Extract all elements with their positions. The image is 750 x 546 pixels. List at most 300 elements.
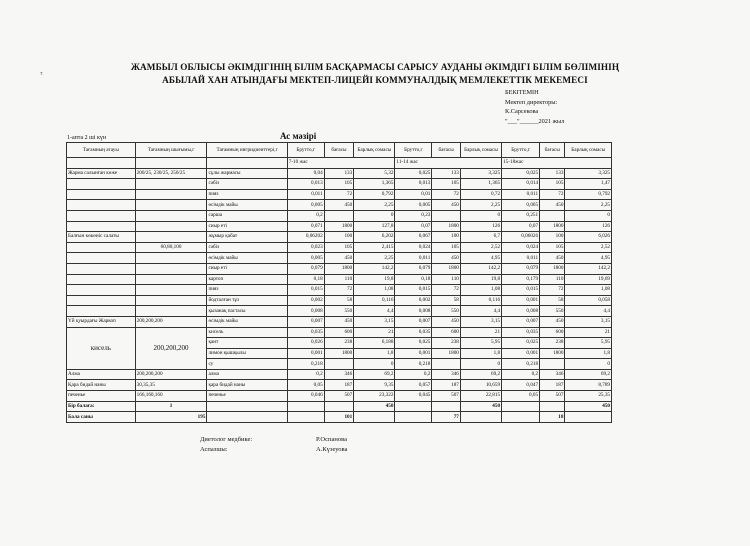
value-cell: 0,058 — [565, 295, 612, 306]
age-group-2: 11-14 жас — [395, 158, 502, 169]
value-cell: 0,013 — [395, 179, 432, 190]
value-cell: 0,035 — [502, 327, 540, 338]
value-cell: 0,026 — [287, 338, 324, 349]
table-row — [67, 221, 612, 232]
value-cell: 1,47 — [565, 179, 612, 190]
empty-cell — [354, 412, 395, 423]
value-cell: 1,365 — [460, 179, 501, 190]
empty-cell — [460, 412, 501, 423]
value-cell: 0,116 — [354, 295, 395, 306]
value-cell: 0,72 — [460, 189, 501, 200]
value-cell: 142,2 — [565, 263, 612, 274]
weight-cell: 166,160,160 — [135, 391, 207, 402]
value-cell: 346 — [540, 369, 565, 380]
value-cell: 105 — [432, 242, 461, 253]
value-cell: 25,35 — [565, 391, 612, 402]
value-cell: 1,8 — [354, 348, 395, 359]
empty-cell — [287, 401, 324, 412]
value-cell: 8,789 — [565, 380, 612, 391]
table-row — [67, 295, 612, 306]
value-cell: 100 — [324, 232, 354, 243]
value-cell: 6,188 — [354, 338, 395, 349]
weight-cell — [135, 295, 207, 306]
value-cell: 19,8 — [354, 274, 395, 285]
dish-cell: Алма — [67, 369, 136, 380]
empty-cell — [502, 401, 540, 412]
value-cell: 0,18 — [287, 274, 324, 285]
value-cell: 21 — [354, 327, 395, 338]
value-cell: 600 — [324, 327, 354, 338]
value-cell: 0,2 — [287, 369, 324, 380]
value-cell: 142,2 — [354, 263, 395, 274]
menu-title: Ас мәзірі — [280, 131, 317, 141]
weight-cell: 200,200,200 — [135, 369, 207, 380]
value-cell — [324, 359, 354, 370]
value-cell: 0,071 — [287, 221, 324, 232]
dish-cell — [67, 179, 136, 190]
value-cell: 0,005 — [395, 200, 432, 211]
value-cell: 2,415 — [354, 242, 395, 253]
value-cell: 2,52 — [565, 242, 612, 253]
weight-cell — [135, 189, 207, 200]
value-cell: 105 — [432, 179, 461, 190]
ingredient-cell: сұлы жармасы — [207, 168, 287, 179]
value-cell: 6,202 — [354, 232, 395, 243]
value-cell: 0,024 — [395, 242, 432, 253]
nutritionist-label: Диетолог медбике: — [200, 436, 253, 443]
ingredient-cell: картоп — [207, 274, 287, 285]
value-cell: 0,179 — [502, 274, 540, 285]
table-row — [67, 232, 612, 243]
ingredient-cell: қант — [207, 338, 287, 349]
table-row — [67, 210, 612, 221]
children-label: Бала саны — [67, 412, 136, 423]
value-cell: 0,005 — [287, 253, 324, 264]
value-cell: 0,04 — [287, 168, 324, 179]
value-cell: 19,69 — [565, 274, 612, 285]
value-cell: 21 — [565, 327, 612, 338]
col-sum-2: Барлық сомасы — [460, 143, 501, 158]
children-total: 195 — [135, 412, 207, 423]
col-price-3: бағасы — [540, 143, 565, 158]
weight-cell — [135, 306, 207, 317]
approval-name: К.Сарсекова — [505, 108, 539, 115]
value-cell: 1,365 — [354, 179, 395, 190]
value-cell: 0 — [460, 359, 501, 370]
ingredient-cell: сарша — [207, 210, 287, 221]
dish-cell: Балғын көкөніс салаты — [67, 232, 136, 243]
value-cell: 0,002 — [395, 295, 432, 306]
value-cell: 105 — [540, 179, 565, 190]
value-cell: 0,007 — [287, 316, 324, 327]
value-cell: 0,025 — [395, 168, 432, 179]
ingredient-cell: қара бидай наны — [207, 380, 287, 391]
value-cell: 0,079 — [502, 263, 540, 274]
value-cell: 0,008 — [502, 306, 540, 317]
value-cell: 0,06026 — [502, 232, 540, 243]
value-cell: 4,95 — [565, 253, 612, 264]
weight-cell — [135, 253, 207, 264]
value-cell: 110 — [324, 274, 354, 285]
value-cell: 600 — [432, 327, 461, 338]
value-cell: 1800 — [324, 263, 354, 274]
value-cell: 0,014 — [502, 179, 540, 190]
dish-cell: печенье — [67, 391, 136, 402]
value-cell: 507 — [540, 391, 565, 402]
header-line-2: АБЫЛАЙ ХАН АТЫНДАҒЫ МЕКТЕП-ЛИЦЕЙІ КОММУНАЛДЫҚ МЕМЛЕКЕТТІК МЕКЕМЕСІ — [162, 75, 588, 85]
value-cell: 0,015 — [502, 285, 540, 296]
value-cell: 0,005 — [287, 200, 324, 211]
weight-cell — [135, 200, 207, 211]
value-cell: 0,07 — [502, 221, 540, 232]
value-cell: 0,01 — [395, 189, 432, 200]
ingredient-cell: сиыр еті — [207, 221, 287, 232]
age-group-3: 15-18жас — [502, 158, 612, 169]
value-cell: 110 — [540, 274, 565, 285]
dish-cell — [67, 253, 136, 264]
value-cell: 0 — [354, 210, 395, 221]
value-cell: 0,011 — [287, 189, 324, 200]
value-cell: 4,95 — [460, 253, 501, 264]
value-cell: 5,95 — [460, 338, 501, 349]
table-row — [67, 179, 612, 190]
value-cell: 5,95 — [565, 338, 612, 349]
dish-cell — [67, 263, 136, 274]
value-cell: 0,116 — [460, 295, 501, 306]
weight-cell — [135, 285, 207, 296]
value-cell: 600 — [540, 327, 565, 338]
value-cell: 0,218 — [502, 359, 540, 370]
col-gross-1: Брутто,г — [287, 143, 324, 158]
dish-cell — [67, 242, 136, 253]
value-cell: 133 — [540, 168, 565, 179]
value-cell: 0,035 — [395, 327, 432, 338]
value-cell: 0,024 — [502, 242, 540, 253]
ingredient-cell: өсімдік майы — [207, 316, 287, 327]
value-cell: 0,251 — [502, 210, 540, 221]
table-row — [67, 380, 612, 391]
children-group-2: 77 — [432, 412, 461, 423]
value-cell: 6,7 — [460, 232, 501, 243]
value-cell: 0,007 — [502, 316, 540, 327]
value-cell: 0,218 — [395, 359, 432, 370]
value-cell: 0,047 — [502, 380, 540, 391]
weight-cell — [135, 210, 207, 221]
value-cell: 0,005 — [502, 200, 540, 211]
value-cell: 2,25 — [354, 253, 395, 264]
value-cell: 238 — [540, 338, 565, 349]
dish-cell — [67, 306, 136, 317]
value-cell: 4,4 — [354, 306, 395, 317]
value-cell: 10,659 — [460, 380, 501, 391]
value-cell: 0,792 — [354, 189, 395, 200]
col-weight: Тағамның шығымы,г — [135, 143, 207, 158]
value-cell: 0 — [460, 210, 501, 221]
dish-cell: Жарма салынған көже — [67, 168, 136, 179]
value-cell: 450 — [540, 253, 565, 264]
value-cell: 450 — [324, 316, 354, 327]
value-cell: 105 — [540, 242, 565, 253]
value-cell: 0,792 — [565, 189, 612, 200]
value-cell: 3,325 — [565, 168, 612, 179]
children-group-3: 18 — [540, 412, 565, 423]
empty-cell — [395, 412, 432, 423]
value-cell: 69,2 — [354, 369, 395, 380]
value-cell: 507 — [324, 391, 354, 402]
value-cell: 133 — [324, 168, 354, 179]
value-cell: 0,067 — [395, 232, 432, 243]
value-cell: 1800 — [432, 221, 461, 232]
value-cell: 0,011 — [502, 253, 540, 264]
value-cell: 550 — [540, 306, 565, 317]
approval-block — [505, 88, 564, 126]
weight-cell: 200,200,200 — [135, 327, 207, 369]
week-label: 1-апта 2 ші күн — [67, 135, 107, 141]
value-cell: 1800 — [540, 263, 565, 274]
ingredient-cell: су — [207, 359, 287, 370]
table-row — [67, 306, 612, 317]
per-child-count: 1 — [135, 401, 207, 412]
value-cell: 0,025 — [502, 338, 540, 349]
value-cell: 0,025 — [395, 338, 432, 349]
value-cell: 0,2 — [395, 369, 432, 380]
value-cell: 110 — [432, 274, 461, 285]
ingredient-cell: сиыр еті — [207, 263, 287, 274]
ingredient-cell: печенье — [207, 391, 287, 402]
dish-cell — [67, 189, 136, 200]
value-cell: 2,52 — [460, 242, 501, 253]
empty-cell — [540, 401, 565, 412]
empty-cell — [287, 412, 324, 423]
dish-cell — [67, 295, 136, 306]
children-group-1: 101 — [324, 412, 354, 423]
value-cell: 0,218 — [287, 359, 324, 370]
empty-cell — [207, 401, 287, 412]
value-cell: 9,35 — [354, 380, 395, 391]
value-cell: 1,08 — [460, 285, 501, 296]
per-child-sum-1: 450 — [354, 401, 395, 412]
value-cell: 450 — [432, 253, 461, 264]
ingredient-cell: пияз — [207, 189, 287, 200]
value-cell: 0,011 — [502, 189, 540, 200]
value-cell: 187 — [432, 380, 461, 391]
value-cell: 23,322 — [354, 391, 395, 402]
value-cell: 72 — [324, 285, 354, 296]
value-cell: 22,815 — [460, 391, 501, 402]
value-cell: 0,18 — [395, 274, 432, 285]
value-cell: 0,001 — [502, 348, 540, 359]
table-row — [67, 391, 612, 402]
value-cell: 238 — [324, 338, 354, 349]
weight-cell: 30,35,35 — [135, 380, 207, 391]
ingredient-cell: сәбіз — [207, 179, 287, 190]
col-price-1: бағасы — [324, 143, 354, 158]
col-price-2: бағасы — [432, 143, 461, 158]
value-cell — [324, 210, 354, 221]
cook-label: Аспазшы: — [200, 446, 228, 453]
value-cell: 3,15 — [460, 316, 501, 327]
approval-date: "___"______2021 жыл — [505, 117, 565, 125]
value-cell: 72 — [540, 189, 565, 200]
value-cell: 1,08 — [354, 285, 395, 296]
dish-cell: кисель — [67, 327, 136, 369]
value-cell: 105 — [324, 179, 354, 190]
empty-cell — [207, 412, 287, 423]
nutritionist-name: Р.Оспанова — [316, 436, 347, 443]
value-cell: 0 — [354, 359, 395, 370]
value-cell: 19,8 — [460, 274, 501, 285]
value-cell: 450 — [540, 200, 565, 211]
value-cell: 550 — [432, 306, 461, 317]
value-cell: 0,045 — [395, 391, 432, 402]
table-row — [67, 285, 612, 296]
value-cell: 1,08 — [565, 285, 612, 296]
value-cell — [432, 210, 461, 221]
value-cell — [540, 210, 565, 221]
value-cell: 550 — [324, 306, 354, 317]
value-cell: 72 — [324, 189, 354, 200]
value-cell: 0,035 — [287, 327, 324, 338]
value-cell: 2,25 — [460, 200, 501, 211]
table-row — [67, 327, 612, 338]
value-cell: 72 — [540, 285, 565, 296]
col-gross-3: Брутто,г — [502, 143, 540, 158]
value-cell: 0,079 — [287, 263, 324, 274]
value-cell: 127,8 — [354, 221, 395, 232]
per-child-label: Бір балаға: — [67, 401, 136, 412]
value-cell: 0,015 — [395, 285, 432, 296]
value-cell — [432, 359, 461, 370]
value-cell: 0,015 — [287, 285, 324, 296]
value-cell: 187 — [540, 380, 565, 391]
value-cell: 450 — [324, 200, 354, 211]
table-header-row — [67, 143, 612, 158]
value-cell: 0,025 — [502, 168, 540, 179]
ingredient-cell: кисель — [207, 327, 287, 338]
value-cell: 187 — [324, 380, 354, 391]
value-cell: 0,002 — [287, 295, 324, 306]
value-cell: 5,32 — [354, 168, 395, 179]
ingredient-cell: жұмыр қабат — [207, 232, 287, 243]
value-cell: 58 — [432, 295, 461, 306]
value-cell: 126 — [565, 221, 612, 232]
value-cell — [540, 359, 565, 370]
value-cell: 346 — [324, 369, 354, 380]
value-cell: 0,05 — [287, 380, 324, 391]
dish-cell — [67, 210, 136, 221]
value-cell: 1,8 — [460, 348, 501, 359]
value-cell: 0,07 — [395, 221, 432, 232]
value-cell: 6,026 — [565, 232, 612, 243]
dish-cell — [67, 200, 136, 211]
value-cell: 0,079 — [395, 263, 432, 274]
value-cell: 105 — [324, 242, 354, 253]
value-cell: 0,06202 — [287, 232, 324, 243]
ingredient-cell: йодталған тұз — [207, 295, 287, 306]
empty-cell — [502, 412, 540, 423]
value-cell: 0,05 — [502, 391, 540, 402]
value-cell: 3,325 — [460, 168, 501, 179]
value-cell: 0,013 — [287, 179, 324, 190]
value-cell: 1800 — [324, 221, 354, 232]
value-cell: 72 — [432, 285, 461, 296]
value-cell: 142,2 — [460, 263, 501, 274]
value-cell: 0,008 — [287, 306, 324, 317]
value-cell: 1800 — [432, 263, 461, 274]
col-dish: Тағамның атауы — [67, 143, 136, 158]
ingredient-cell: алма — [207, 369, 287, 380]
weight-cell — [135, 274, 207, 285]
value-cell: 4,4 — [565, 306, 612, 317]
value-cell: 0,023 — [287, 242, 324, 253]
value-cell: 69,2 — [565, 369, 612, 380]
value-cell: 507 — [432, 391, 461, 402]
empty-cell — [395, 401, 432, 412]
col-gross-2: Брутто,г — [395, 143, 432, 158]
value-cell: 0,046 — [287, 391, 324, 402]
per-child-row — [67, 401, 612, 412]
value-cell: 126 — [460, 221, 501, 232]
table-row — [67, 242, 612, 253]
value-cell: 133 — [432, 168, 461, 179]
age-group-row — [67, 158, 612, 169]
value-cell: 3,15 — [354, 316, 395, 327]
value-cell: 450 — [324, 253, 354, 264]
ingredient-cell: пияз — [207, 285, 287, 296]
scan-mark: ᵀ — [40, 71, 43, 79]
weight-cell — [135, 232, 207, 243]
table-row — [67, 316, 612, 327]
weight-cell — [135, 263, 207, 274]
value-cell: 21 — [460, 327, 501, 338]
header-line-1: ЖАМБЫЛ ОБЛЫСЫ ӘКІМДІГІНІҢ БІЛІМ БАСҚАРМАСЫ САРЫСУ АУДАНЫ ӘКІМДІГІ БІЛІМ БӨЛІМІНІҢ — [130, 62, 620, 72]
value-cell: 450 — [432, 200, 461, 211]
value-cell: 0,23 — [395, 210, 432, 221]
value-cell: 4,4 — [460, 306, 501, 317]
table-row — [67, 253, 612, 264]
value-cell: 238 — [432, 338, 461, 349]
value-cell: 0,008 — [395, 306, 432, 317]
per-child-sum-2: 450 — [460, 401, 501, 412]
col-sum-3: Барлық сомасы — [565, 143, 612, 158]
weight-cell: 200,200,200 — [135, 316, 207, 327]
value-cell: 3,15 — [565, 316, 612, 327]
value-cell: 450 — [540, 316, 565, 327]
value-cell: 0,011 — [395, 253, 432, 264]
empty-cell — [432, 401, 461, 412]
col-sum-1: Барлық сомасы — [354, 143, 395, 158]
value-cell: 1800 — [324, 348, 354, 359]
value-cell: 72 — [432, 189, 461, 200]
table-row — [67, 168, 612, 179]
value-cell: 0,001 — [395, 348, 432, 359]
value-cell: 1800 — [540, 221, 565, 232]
value-cell: 100 — [540, 232, 565, 243]
value-cell: 346 — [432, 369, 461, 380]
value-cell: 0,007 — [395, 316, 432, 327]
value-cell: 1800 — [540, 348, 565, 359]
ingredient-cell: лимон қышқылы — [207, 348, 287, 359]
value-cell: 450 — [432, 316, 461, 327]
value-cell: 0,2 — [502, 369, 540, 380]
value-cell: 58 — [540, 295, 565, 306]
ingredient-cell: өсімдік майы — [207, 253, 287, 264]
dish-cell: Үй қуырдағы Жаркоп — [67, 316, 136, 327]
value-cell: 69,2 — [460, 369, 501, 380]
table-row — [67, 369, 612, 380]
ingredient-cell: өсімдік майы — [207, 200, 287, 211]
table-row — [67, 274, 612, 285]
